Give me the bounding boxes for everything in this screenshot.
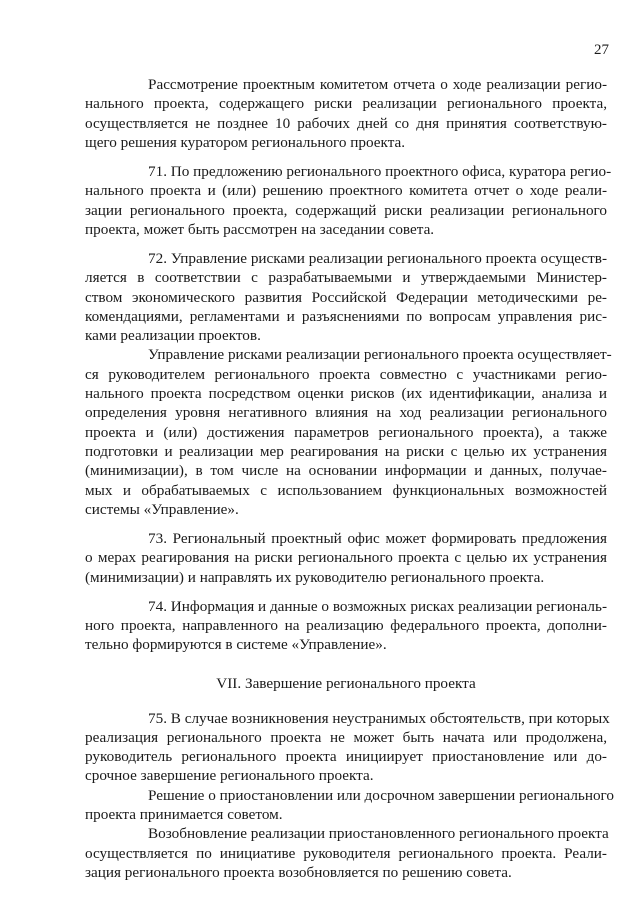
text-line: срочное завершение регионального проекта. <box>85 767 374 785</box>
text-line: проекта принимается советом. <box>85 806 283 824</box>
text-line: зации регионального проекта, содержащий риски реализации регионального <box>85 201 607 219</box>
text-line: осуществляется не позднее 10 рабочих дней со дня принятия соответствую- <box>85 114 607 132</box>
text-line: 71. По предложению регионального проектного офиса, куратора регио- <box>148 162 612 180</box>
text-line: тельно формируются в системе «Управление». <box>85 636 387 654</box>
text-line: нального проекта и (или) решению проектного комитета отчет о ходе реали- <box>85 182 607 200</box>
text-line: Управление рисками реализации регионального проекта осуществляет- <box>148 346 612 364</box>
text-line: Возобновление реализации приостановленного регионального проекта <box>148 825 609 843</box>
text-line: (минимизации) и направлять их руководителю регионального проекта. <box>85 568 545 586</box>
text-line: 73. Региональный проектный офис может формировать предложения <box>148 529 607 547</box>
text-line: реализация регионального проекта не может быть начата или продолжена, <box>85 728 607 746</box>
text-line: ного проекта, направленного на реализацию федерального проекта, дополни- <box>85 616 607 634</box>
text-line: системы «Управление». <box>85 500 239 518</box>
text-line: ством экономического развития Российской Федерации методическими ре- <box>85 288 607 306</box>
text-line: 72. Управление рисками реализации регионального проекта осуществ- <box>148 249 607 267</box>
text-line: нального проекта, содержащего риски реализации регионального проекта, <box>85 95 607 113</box>
text-line: ками реализации проектов. <box>85 327 261 345</box>
text-line: 74. Информация и данные о возможных рисках реализации региональ- <box>148 597 607 615</box>
text-line: нального проекта посредством оценки рисков (их идентификации, анализа и <box>85 385 607 402</box>
text-line: щего решения куратором регионального проекта. <box>85 133 406 151</box>
text-line: подготовки и реализации мер реагирования на риски с целью их устранения <box>85 443 607 460</box>
text-line: проекта, может быть рассмотрен на заседании совета. <box>85 220 435 238</box>
text-line: Решение о приостановлении или досрочном завершении регионального <box>148 786 614 804</box>
text-line: проекта и (или) достижения параметров регионального проекта), а также <box>85 423 607 441</box>
text-line: определения уровня негативного влияния на ход реализации регионального <box>85 404 607 422</box>
text-line: ляется в соответствии с разрабатываемыми и утверждаемыми Министер- <box>85 269 607 287</box>
text-line: о мерах реагирования на риски регионального проекта с целью их устранения <box>85 549 607 567</box>
page-number: 27 <box>594 42 609 58</box>
text-line: зация регионального проекта возобновляется по решению совета. <box>85 864 512 881</box>
text-line: комендациями, регламентами и разъяснениями по вопросам управления рис- <box>85 307 607 325</box>
text-line: (минимизации), в том числе на основании информации и данных, получае- <box>85 462 607 480</box>
text-line: руководитель регионального проекта инициирует приостановление или до- <box>85 748 607 766</box>
text-line: мых и обрабатываемых с использованием функциональных возможностей <box>85 481 607 499</box>
text-line: Рассмотрение проектным комитетом отчета о ходе реализации регио- <box>148 76 607 93</box>
text-line: осуществляется по инициативе руководителя регионального проекта. Реали- <box>85 844 607 862</box>
text-line: 75. В случае возникновения неустранимых обстоятельств, при которых <box>148 709 610 727</box>
text-line: ся руководителем регионального проекта совместно с участниками регио- <box>85 365 607 383</box>
section-heading: VII. Завершение регионального проекта <box>216 674 476 692</box>
